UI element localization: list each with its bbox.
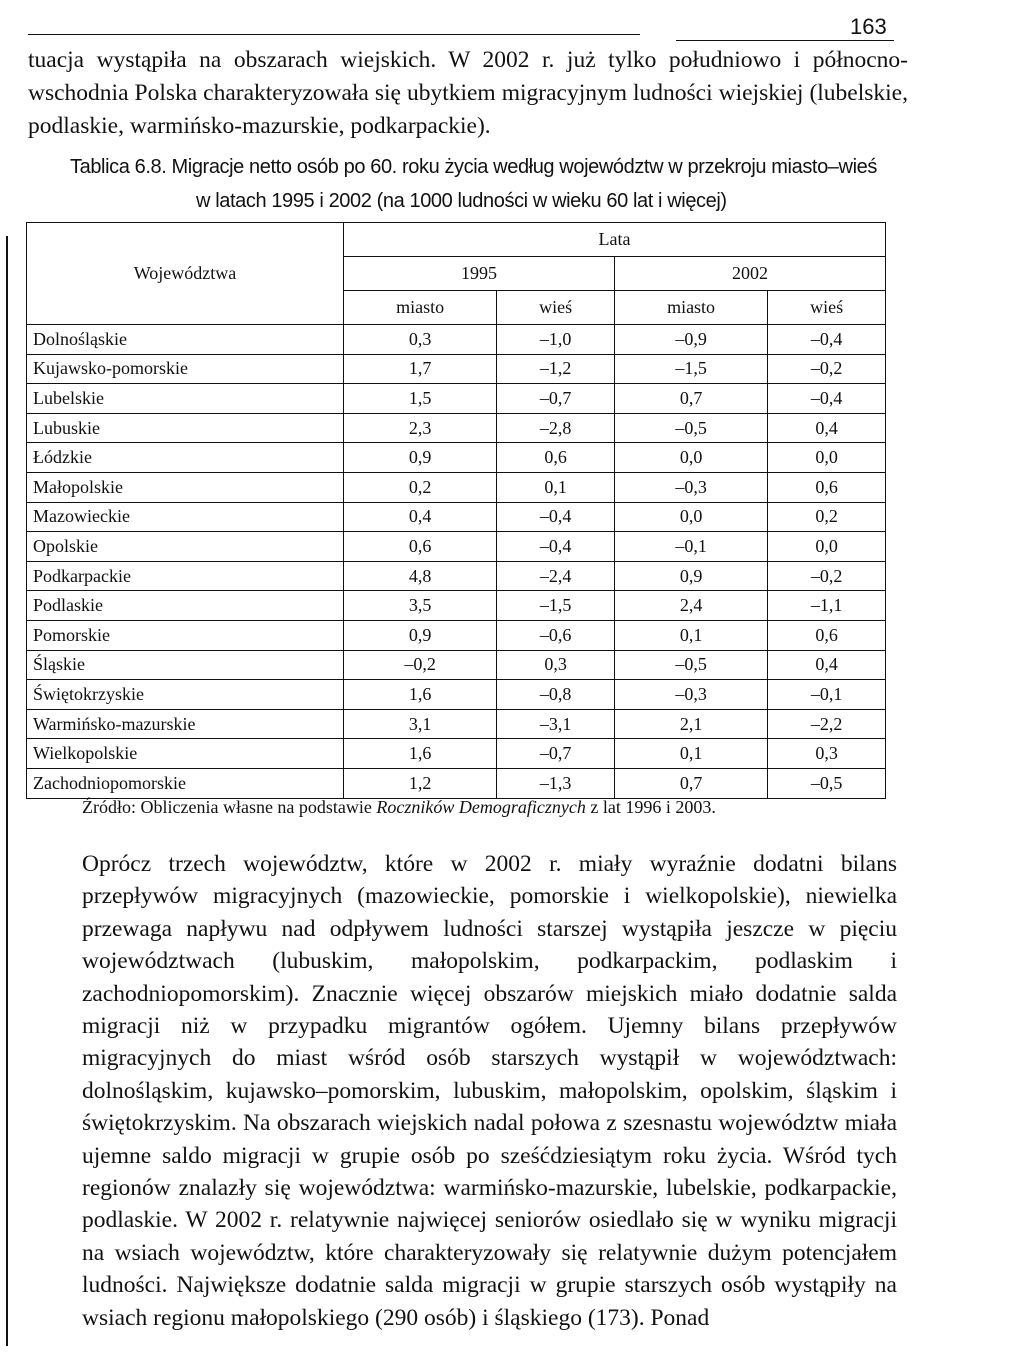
table-row: [27, 443, 886, 473]
value-village-2002: –0,2: [768, 561, 886, 591]
region-name: Śląskie: [27, 650, 344, 680]
migration-table: [26, 222, 886, 799]
region-name: Łódzkie: [27, 443, 344, 473]
value-village-2002: 0,4: [768, 413, 886, 443]
table-row: [27, 413, 886, 443]
intro-paragraph: [28, 44, 908, 143]
left-margin-rule: [6, 236, 8, 1346]
value-village-1995: –1,2: [497, 354, 615, 384]
region-name: Małopolskie: [27, 472, 344, 502]
value-village-2002: –0,1: [768, 680, 886, 710]
value-village-2002: –0,4: [768, 384, 886, 414]
table-row: [27, 709, 886, 739]
header-city-2002: miasto: [614, 291, 767, 325]
caption-line-1: Tablica 6.8. Migracje netto osób po 60. roku życia według województw w przekroju miasto–wieś: [70, 156, 877, 178]
value-village-1995: –0,6: [497, 620, 615, 650]
value-village-2002: –0,2: [768, 354, 886, 384]
table-row: [27, 650, 886, 680]
value-village-2002: –1,1: [768, 591, 886, 621]
value-city-2002: 0,9: [614, 561, 767, 591]
header-year-2002: 2002: [614, 257, 885, 291]
table-row: [27, 532, 886, 562]
region-name: Mazowieckie: [27, 502, 344, 532]
value-city-1995: 0,4: [344, 502, 497, 532]
header-rule-right: [676, 40, 894, 41]
region-name: Opolskie: [27, 532, 344, 562]
body-text: Oprócz trzech województw, które w 2002 r. miały wyraźnie dodatni bilans przepływów migracyjnych (mazowieckie, pomorskie i wielkopolskie), niewielka przewaga napływu nad odpływem ludności starszej wystąpiła jeszcze w pięciu województwach (lubuskim, małopolskim, podkarpackim, podlaskim i zachodniopomorskim). Znacznie więcej obszarów miejskich miało dodatnie salda migracji niż w przypadku migrantów ogółem. Ujemny bilans przepływów migracyjnych do miast wśród osób starszych wystąpił w województwach: dolnośląskim, kujawsko–pomorskim, lubuskim, małopolskim, opolskim, śląskim i świętokrzyskim. Na obszarach wiejskich nadal połowa z szesnastu województw miała ujemne saldo migracji w grupie osób po sześćdziesiątym roku życia. Wśród tych regionów znalazły się województwa: warmińsko-mazurskie, lubelskie, podkarpackie, podlaskie. W 2002 r. relatywnie najwięcej seniorów osiedlało się w wyniku migracji na wsiach województw, które charakteryzowały się relatywnie dużym potencjałem ludności. Największe dodatnie salda migracji w grupie starszych osób wystąpiły na wsiach regionu małopolskiego (290 osób) i śląskiego (173). Ponad: [82, 851, 897, 1331]
table-row: [27, 591, 886, 621]
table-row: [27, 384, 886, 414]
table-row: [27, 620, 886, 650]
value-village-1995: 0,1: [497, 472, 615, 502]
source-prefix: Źródło: Obliczenia własne na podstawie: [82, 797, 372, 817]
value-city-1995: 1,5: [344, 384, 497, 414]
value-village-1995: 0,6: [497, 443, 615, 473]
table-body: [27, 325, 886, 799]
source-suffix: z lat 1996 i 2003.: [590, 797, 716, 817]
value-city-2002: 0,7: [614, 768, 767, 798]
value-city-2002: –0,5: [614, 413, 767, 443]
value-village-1995: –1,5: [497, 591, 615, 621]
value-city-1995: 0,9: [344, 443, 497, 473]
table-caption: [70, 150, 890, 218]
value-city-2002: 0,7: [614, 384, 767, 414]
source-title: Roczników Demograficznych: [376, 797, 586, 817]
region-name: Podkarpackie: [27, 561, 344, 591]
table-source-note: [82, 797, 716, 818]
value-city-2002: 0,0: [614, 502, 767, 532]
value-village-1995: 0,3: [497, 650, 615, 680]
header-year-1995: 1995: [344, 257, 615, 291]
header-years: Lata: [344, 223, 886, 257]
value-city-2002: –1,5: [614, 354, 767, 384]
header-city-1995: miasto: [344, 291, 497, 325]
value-village-1995: –1,0: [497, 325, 615, 355]
page-number: 163: [850, 14, 887, 39]
value-city-2002: 0,0: [614, 443, 767, 473]
value-city-2002: –0,1: [614, 532, 767, 562]
value-village-2002: –0,5: [768, 768, 886, 798]
value-city-2002: 2,4: [614, 591, 767, 621]
value-village-1995: –2,8: [497, 413, 615, 443]
value-city-1995: 1,6: [344, 680, 497, 710]
value-city-2002: 0,1: [614, 739, 767, 769]
value-village-2002: 0,0: [768, 532, 886, 562]
table-row: [27, 739, 886, 769]
value-village-1995: –0,8: [497, 680, 615, 710]
value-village-1995: –0,7: [497, 384, 615, 414]
value-city-2002: –0,3: [614, 472, 767, 502]
header-village-2002: wieś: [768, 291, 886, 325]
value-village-2002: –2,2: [768, 709, 886, 739]
value-city-1995: 4,8: [344, 561, 497, 591]
body-paragraph: [82, 848, 897, 1334]
value-city-1995: 1,6: [344, 739, 497, 769]
value-village-2002: 0,6: [768, 472, 886, 502]
value-village-1995: –0,4: [497, 532, 615, 562]
header-village-1995: wieś: [497, 291, 615, 325]
table-row: [27, 354, 886, 384]
value-city-1995: 0,2: [344, 472, 497, 502]
value-village-2002: –0,4: [768, 325, 886, 355]
region-name: Dolnośląskie: [27, 325, 344, 355]
caption-line-2: w latach 1995 i 2002 (na 1000 ludności w wieku 60 lat i więcej): [196, 190, 727, 212]
value-village-1995: –1,3: [497, 768, 615, 798]
value-city-1995: 0,6: [344, 532, 497, 562]
region-name: Lubelskie: [27, 384, 344, 414]
value-city-1995: 0,3: [344, 325, 497, 355]
value-village-1995: –2,4: [497, 561, 615, 591]
region-name: Wielkopolskie: [27, 739, 344, 769]
table-row: [27, 768, 886, 798]
value-village-1995: –0,7: [497, 739, 615, 769]
value-city-1995: 1,2: [344, 768, 497, 798]
value-village-2002: 0,2: [768, 502, 886, 532]
region-name: Kujawsko-pomorskie: [27, 354, 344, 384]
table-row: [27, 472, 886, 502]
region-name: Świętokrzyskie: [27, 680, 344, 710]
value-city-2002: –0,5: [614, 650, 767, 680]
region-name: Lubuskie: [27, 413, 344, 443]
region-name: Warmińsko-mazurskie: [27, 709, 344, 739]
region-name: Zachodniopomorskie: [27, 768, 344, 798]
region-name: Podlaskie: [27, 591, 344, 621]
value-city-1995: 2,3: [344, 413, 497, 443]
value-city-2002: 0,1: [614, 620, 767, 650]
value-city-1995: –0,2: [344, 650, 497, 680]
region-name: Pomorskie: [27, 620, 344, 650]
table-row: [27, 561, 886, 591]
value-village-2002: 0,4: [768, 650, 886, 680]
intro-text: tuacja wystąpiła na obszarach wiejskich. W 2002 r. już tylko południowo i północno-wschodnia Polska charakteryzowała się ubytkiem migracyjnym ludności wiejskiej (lubelskie, podlaskie, warmińsko-mazurskie, podkarpackie).: [28, 47, 908, 139]
value-city-2002: –0,3: [614, 680, 767, 710]
value-city-2002: –0,9: [614, 325, 767, 355]
value-city-1995: 3,1: [344, 709, 497, 739]
value-village-2002: 0,0: [768, 443, 886, 473]
value-city-1995: 3,5: [344, 591, 497, 621]
header-rule-left: [28, 34, 640, 35]
value-city-1995: 1,7: [344, 354, 497, 384]
value-city-1995: 0,9: [344, 620, 497, 650]
value-city-2002: 2,1: [614, 709, 767, 739]
value-village-2002: 0,3: [768, 739, 886, 769]
table-row: [27, 680, 886, 710]
value-village-1995: –0,4: [497, 502, 615, 532]
value-village-1995: –3,1: [497, 709, 615, 739]
header-regions: Województwa: [27, 223, 344, 325]
table-row: [27, 502, 886, 532]
value-village-2002: 0,6: [768, 620, 886, 650]
table-row: [27, 325, 886, 355]
